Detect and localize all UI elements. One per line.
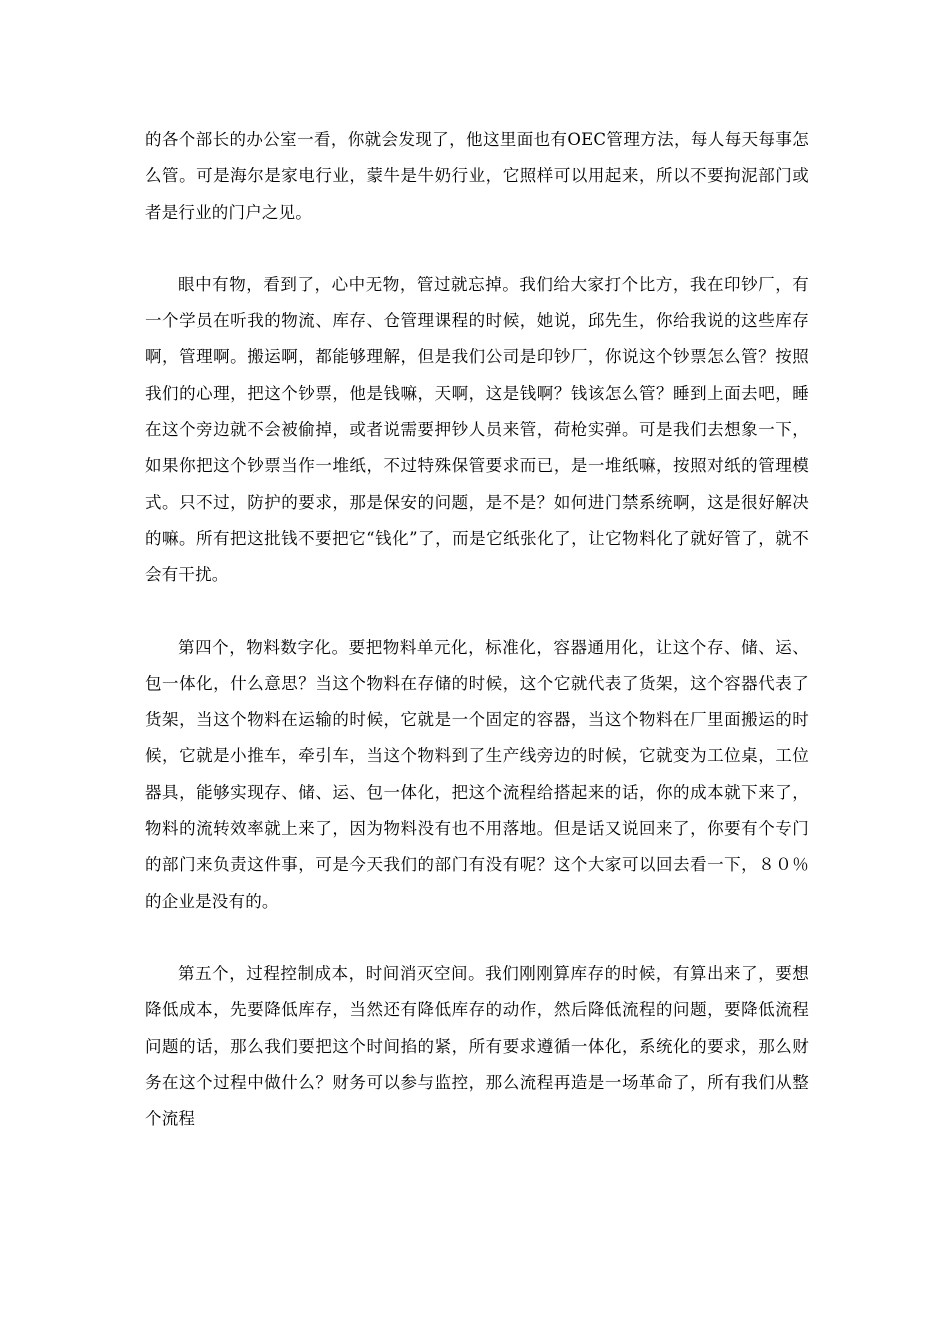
paragraph-banknote-example: 眼中有物，看到了，心中无物，管过就忘掉。我们给大家打个比方，我在印钞厂，有一个学员在听我的物流、库存、仓管理课程的时候，她说，邱先生，你给我说的这些库存啊，管理啊。搬运啊，都能够理解，但是我们公司是印钞厂，你说这个钞票怎么管？按照我们的心理，把这个钞票，他是钱嘛，天啊，这是钱啊？钱该怎么管？睡到上面去吧，睡在这个旁边就不会被偷掉，或者说需要押钞人员来管，荷枪实弹。可是我们去想象一下，如果你把这个钞票当作一堆纸，不过特殊保管要求而已，是一堆纸嘛，按照对纸的管理模式。只不过，防护的要求，那是保安的问题，是不是？如何进门禁系统啊，这是很好解决的嘛。所有把这批钱不要把它“钱化”了，而是它纸张化了，让它物料化了就好管了，就不会有干扰。 [145, 274, 809, 585]
document-body [145, 122, 809, 1137]
paragraph-material-digitization: 第四个，物料数字化。要把物料单元化，标准化，容器通用化，让这个存、储、运、包一体化，什么意思？当这个物料在存储的时候，这个它就代表了货架，这个容器代表了货架，当这个物料在运输的时候，它就是一个固定的容器，当这个物料在厂里面搬运的时候，它就是小推车，牵引车，当这个物料到了生产线旁边的时候，它就变为工位桌，工位器具，能够实现存、储、运、包一体化，把这个流程给搭起来的话，你的成本就下来了，物料的流转效率就上来了，因为物料没有也不用落地。但是话又说回来了，你要有个专门的部门来负责这件事，可是今天我们的部门有没有呢？这个大家可以回去看一下，８０％的企业是没有的。 [145, 637, 809, 911]
paragraph-oec-management: 的各个部长的办公室一看，你就会发现了，他这里面也有OEC管理方法，每人每天每事怎么管。可是海尔是家电行业，蒙牛是牛奶行业，它照样可以用起来，所以不要拘泥部门或者是行业的门户之见。 [145, 130, 809, 222]
paragraph-process-cost-control: 第五个，过程控制成本，时间消灭空间。我们刚刚算库存的时候，有算出来了，要想降低成本，先要降低库存，当然还有降低库存的动作，然后降低流程的问题，要降低流程问题的话，那么我们要把这个时间掐的紧，所有要求遵循一体化，系统化的要求，那么财务在这个过程中做什么？财务可以参与监控，那么流程再造是一场革命了，所有我们从整个流程 [145, 963, 809, 1129]
